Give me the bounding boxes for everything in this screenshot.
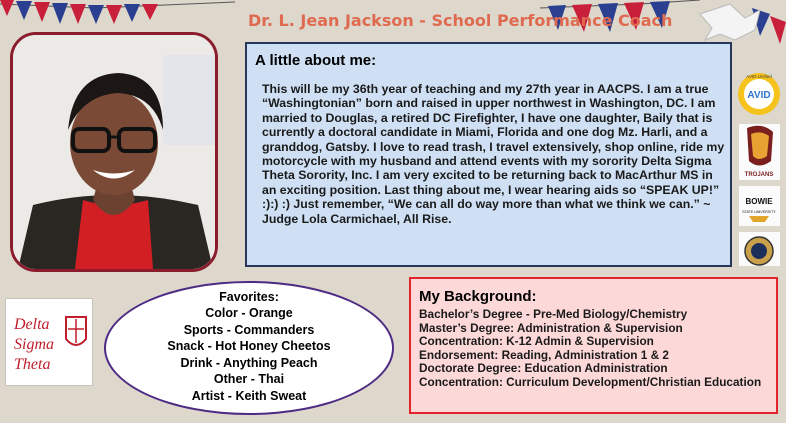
background-panel bbox=[409, 277, 778, 414]
background-item: Master’s Degree: Administration & Supervision bbox=[419, 320, 683, 335]
background-item: Endorsement: Reading, Administration 1 & 2 bbox=[419, 347, 669, 362]
background-item: Doctorate Degree: Education Administration bbox=[419, 361, 668, 376]
favorite-item: Color - Orange bbox=[205, 306, 293, 320]
favorite-item: Other - Thai bbox=[213, 372, 285, 386]
about-heading: A little about me: bbox=[255, 52, 377, 69]
about-text: This will be my 36th year of teaching and my 27th year in AACPS. I am a true “Washingtonian” born and raised in upper northwest in Washington, DC. I am married to Douglas, a retired DC Firefighter, I have one daughter, Baily that is currently a doctoral candidate in Miami, Florida and one dog Mz. Harli, and a granddog, Gatsby. I love to read trash, I travel extensively, shop online, ride my motorcycle with my husband and attend events with my sorority Delta Sigma Theta Sorority, Inc. I am very excited to be returning back to MacArthur MS in an exciting position. Last thing about me, I wear hearing aids so “SPEAK UP!” :):) :) Just remember, “We can all do way more than what we think we can.” ~ Judge Lola Carmichael, All Rise. bbox=[262, 82, 725, 226]
dst-line2: Sigma bbox=[14, 336, 54, 353]
university-seal-logo bbox=[739, 232, 780, 266]
favorite-item: Artist - Keith Sweat bbox=[191, 388, 307, 403]
side-logos bbox=[737, 66, 782, 271]
profile-photo bbox=[13, 35, 215, 269]
avid-top-text: AVID Unified bbox=[746, 74, 772, 79]
avid-main-text: AVID bbox=[747, 90, 771, 101]
avid-logo bbox=[738, 73, 780, 115]
background-item: Concentration: K-12 Admin & Supervision bbox=[419, 334, 654, 349]
favorites-list bbox=[106, 305, 392, 404]
background-heading: My Background: bbox=[419, 288, 537, 305]
bowie-logo bbox=[739, 186, 780, 226]
profile-photo-frame bbox=[10, 32, 218, 272]
bowie-text: BOWIE bbox=[745, 197, 773, 206]
side-logo-stack bbox=[737, 66, 782, 266]
dst-crest-icon bbox=[66, 317, 86, 345]
favorites-heading: Favorites: bbox=[219, 290, 279, 304]
dst-line3: Theta bbox=[14, 356, 51, 373]
eagle-icon bbox=[700, 4, 760, 40]
trojans-logo bbox=[739, 124, 780, 180]
favorite-item: Snack - Hot Honey Cheetos bbox=[167, 339, 331, 353]
trojans-text: TROJANS bbox=[744, 172, 774, 178]
favorite-item: Drink - Anything Peach bbox=[180, 355, 318, 370]
dst-line1: Delta bbox=[14, 316, 50, 333]
page-title: Dr. L. Jean Jackson - School Performance Coach bbox=[248, 11, 673, 30]
dst-logo-graphic bbox=[6, 299, 92, 385]
favorites-panel bbox=[104, 281, 394, 415]
about-me-panel bbox=[245, 42, 732, 267]
favorite-item: Sports - Commanders bbox=[183, 322, 315, 337]
background-list bbox=[419, 308, 769, 390]
delta-sigma-theta-logo bbox=[5, 298, 93, 386]
bowie-sub-text: STATE UNIVERSITY bbox=[742, 210, 776, 214]
background-item: Bachelor’s Degree - Pre-Med Biology/Chemistry bbox=[419, 307, 688, 321]
background-item: Concentration: Curriculum Development/Christian Education bbox=[419, 374, 762, 389]
